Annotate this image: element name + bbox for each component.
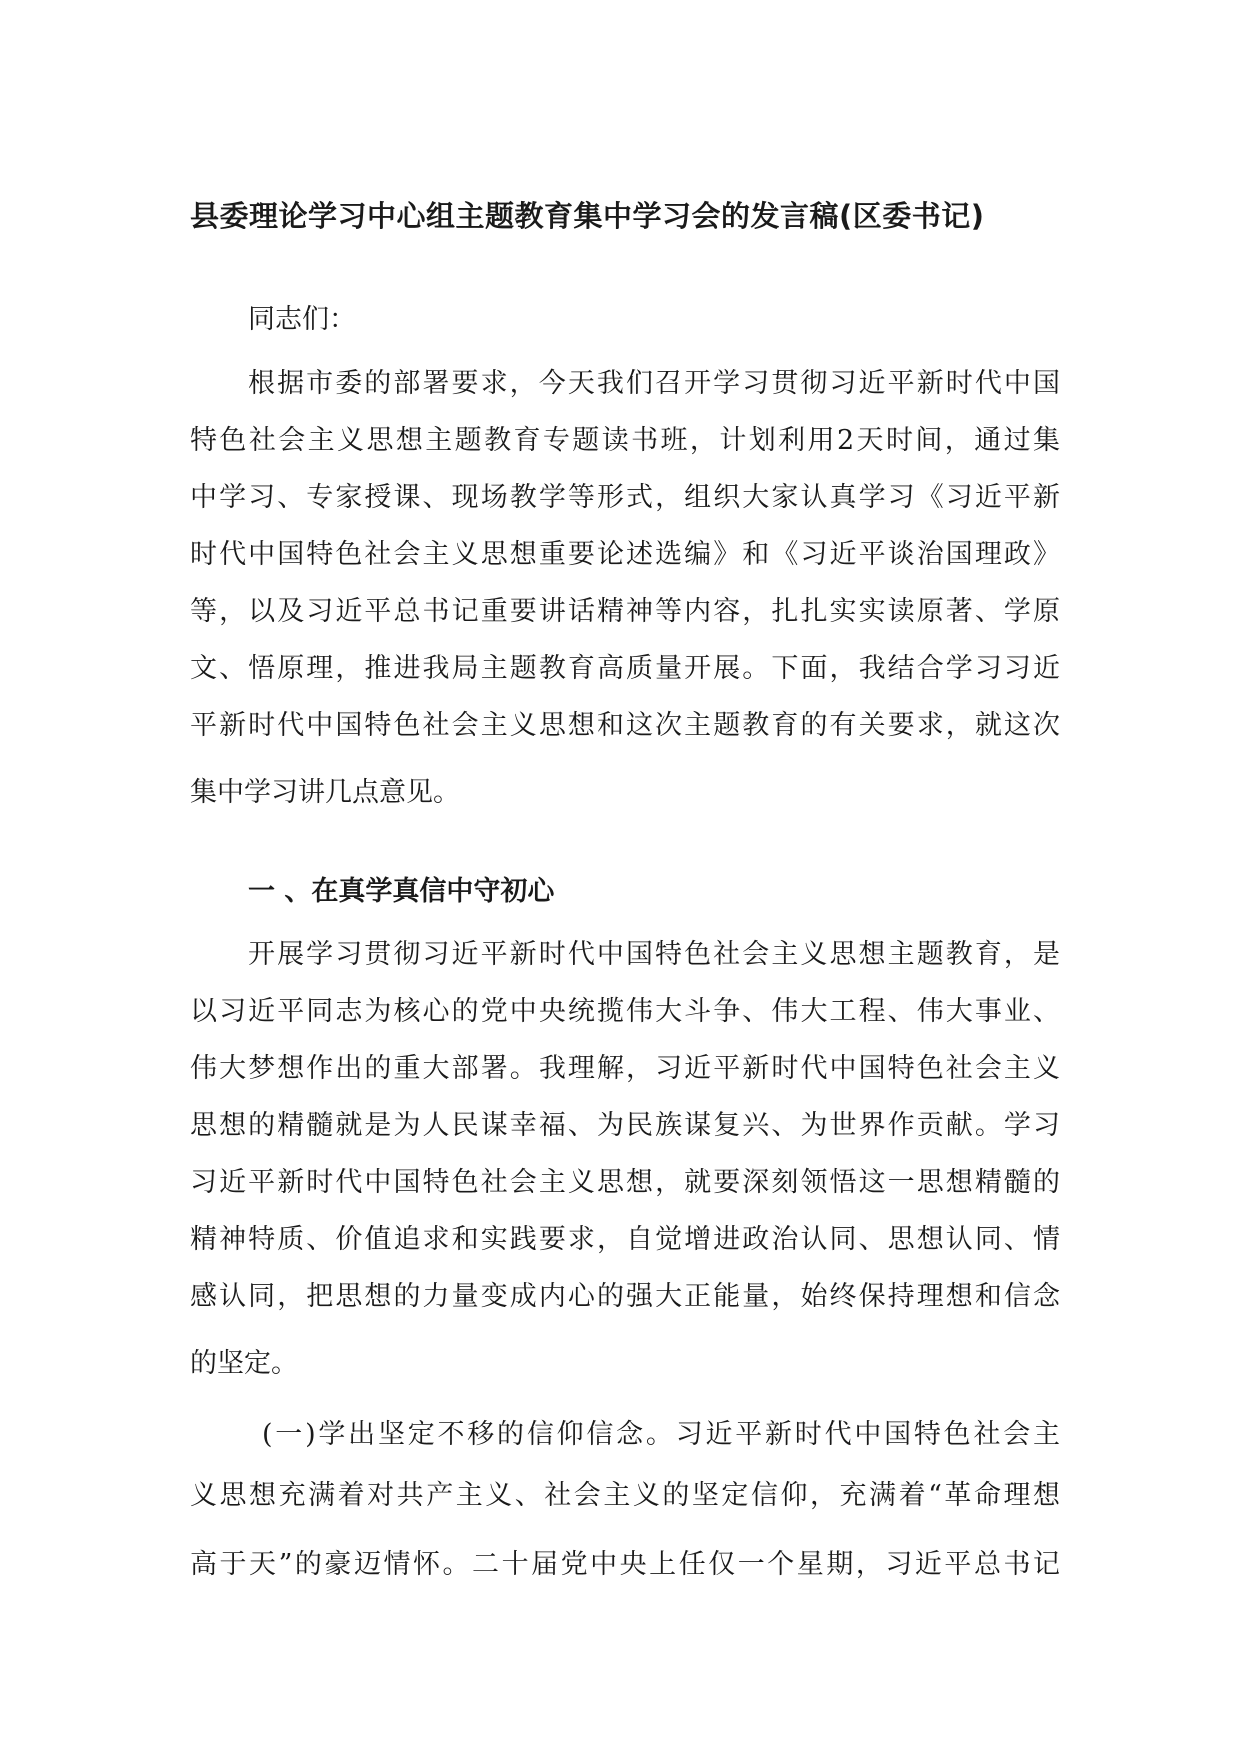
paragraph-line: 以习近平同志为核心的党中央统揽伟大斗争、伟大工程、伟大事业、 <box>190 996 1060 1027</box>
paragraph-line: 集中学习讲几点意见。 <box>190 777 460 808</box>
section-heading: 一 、在真学真信中守初心 <box>248 876 555 907</box>
paragraph-line: 中学习、专家授课、现场教学等形式，组织大家认真学习《习近平新 <box>190 482 1060 513</box>
paragraph-line: 习近平新时代中国特色社会主义思想，就要深刻领悟这一思想精髓的 <box>190 1167 1060 1198</box>
paragraph-line: 感认同，把思想的力量变成内心的强大正能量，始终保持理想和信念 <box>190 1281 1060 1312</box>
paragraph-line: 时代中国特色社会主义思想重要论述选编》和《习近平谈治国理政》 <box>190 539 1060 570</box>
paragraph-line: 文、悟原理，推进我局主题教育高质量开展。下面，我结合学习习近 <box>190 653 1060 684</box>
paragraph-line: 精神特质、价值追求和实践要求，自觉增进政治认同、思想认同、情 <box>190 1224 1060 1255</box>
paragraph-line: 根据市委的部署要求，今天我们召开学习贯彻习近平新时代中国 <box>248 368 1060 399</box>
paragraph-line: 开展学习贯彻习近平新时代中国特色社会主义思想主题教育，是 <box>248 939 1060 970</box>
paragraph-line: (一)学出坚定不移的信仰信念。习近平新时代中国特色社会主 <box>262 1419 1060 1450</box>
paragraph-line: 平新时代中国特色社会主义思想和这次主题教育的有关要求，就这次 <box>190 710 1060 741</box>
salutation: 同志们： <box>248 304 356 335</box>
document-title: 县委理论学习中心组主题教育集中学习会的发言稿(区委书记) <box>190 199 985 233</box>
paragraph-line: 思想的精髓就是为人民谋幸福、为民族谋复兴、为世界作贡献。学习 <box>190 1110 1060 1141</box>
paragraph-line: 等，以及习近平总书记重要讲话精神等内容，扎扎实实读原著、学原 <box>190 596 1060 627</box>
paragraph-line: 高于天”的豪迈情怀。二十届党中央上任仅一个星期，习近平总书记 <box>190 1549 1060 1580</box>
paragraph-line: 特色社会主义思想主题教育专题读书班，计划利用2天时间，通过集 <box>190 425 1060 456</box>
paragraph-line: 的坚定。 <box>190 1348 298 1379</box>
paragraph-line: 伟大梦想作出的重大部署。我理解，习近平新时代中国特色社会主义 <box>190 1053 1060 1084</box>
paragraph-line: 义思想充满着对共产主义、社会主义的坚定信仰，充满着“革命理想 <box>190 1480 1060 1511</box>
